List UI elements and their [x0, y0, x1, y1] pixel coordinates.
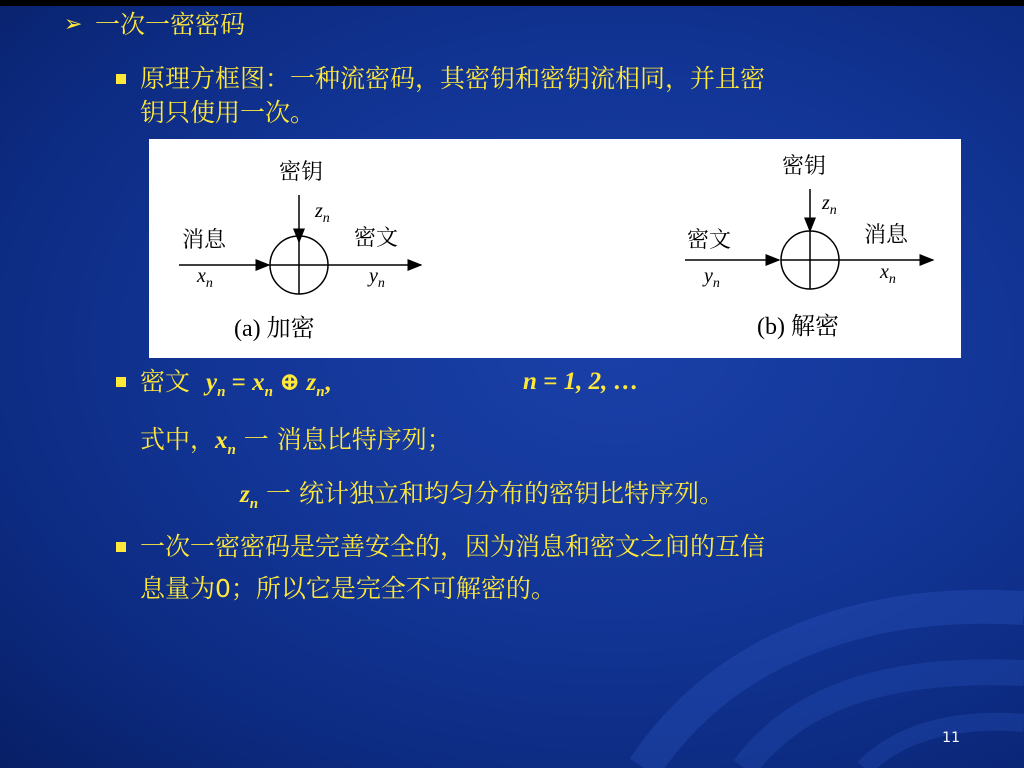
bullet-square-icon: [116, 74, 126, 84]
encrypt-block: [179, 159, 421, 342]
decrypt-output-var: $x_n$: [880, 261, 896, 287]
decrypt-input-label: 密文: [687, 227, 732, 252]
bullet1-line2: 钥只使用一次。: [140, 98, 316, 127]
bullet-square-icon: [116, 542, 126, 552]
one-time-pad-diagram: [149, 139, 961, 358]
decrypt-block: [685, 153, 933, 340]
decrypt-caption: (b) 解密: [757, 314, 839, 340]
encrypt-caption: (a) 加密: [234, 316, 315, 342]
cipher-formula: [140, 365, 331, 409]
top-band: [0, 0, 1024, 6]
decrypt-key-var: $z_n$: [822, 192, 837, 218]
bullet3-line2: 息量为0；所以它是完全不可解密的。: [140, 574, 556, 603]
cipher-prefix: 密文: [140, 367, 191, 396]
formula-expression: $y_n = x_n$ ⊕ $z_n$,: [205, 369, 331, 400]
where-z-line: $z_n$ 一 统计独立和均匀分布的密钥比特序列。: [240, 479, 724, 512]
slide-heading: 一次一密密码: [95, 10, 246, 39]
encrypt-output-var: $y_n$: [369, 265, 385, 291]
heading-bullet-icon: ➢: [64, 12, 83, 37]
encrypt-input-label: 消息: [182, 227, 227, 252]
encrypt-key-var: $z_n$: [315, 200, 330, 226]
index-range: n = 1, 2, …: [523, 368, 639, 395]
diagram-canvas: [149, 139, 961, 358]
where-x-line: 式中，$x_n$ 一 消息比特序列；: [140, 425, 452, 458]
encrypt-output-label: 密文: [354, 225, 399, 250]
page-number: 11: [942, 730, 960, 746]
encrypt-key-label: 密钥: [279, 159, 324, 184]
decrypt-output-label: 消息: [864, 222, 909, 247]
decrypt-key-label: 密钥: [782, 153, 827, 178]
bullet3-line1: 一次一密密码是完善安全的，因为消息和密文之间的互信: [140, 532, 766, 561]
bullet-square-icon: [116, 377, 126, 387]
bullet1-line1: 原理方框图：一种流密码，其密钥和密钥流相同，并且密: [140, 64, 766, 93]
decrypt-input-var: $y_n$: [704, 265, 720, 291]
encrypt-input-var: $x_n$: [197, 265, 213, 291]
